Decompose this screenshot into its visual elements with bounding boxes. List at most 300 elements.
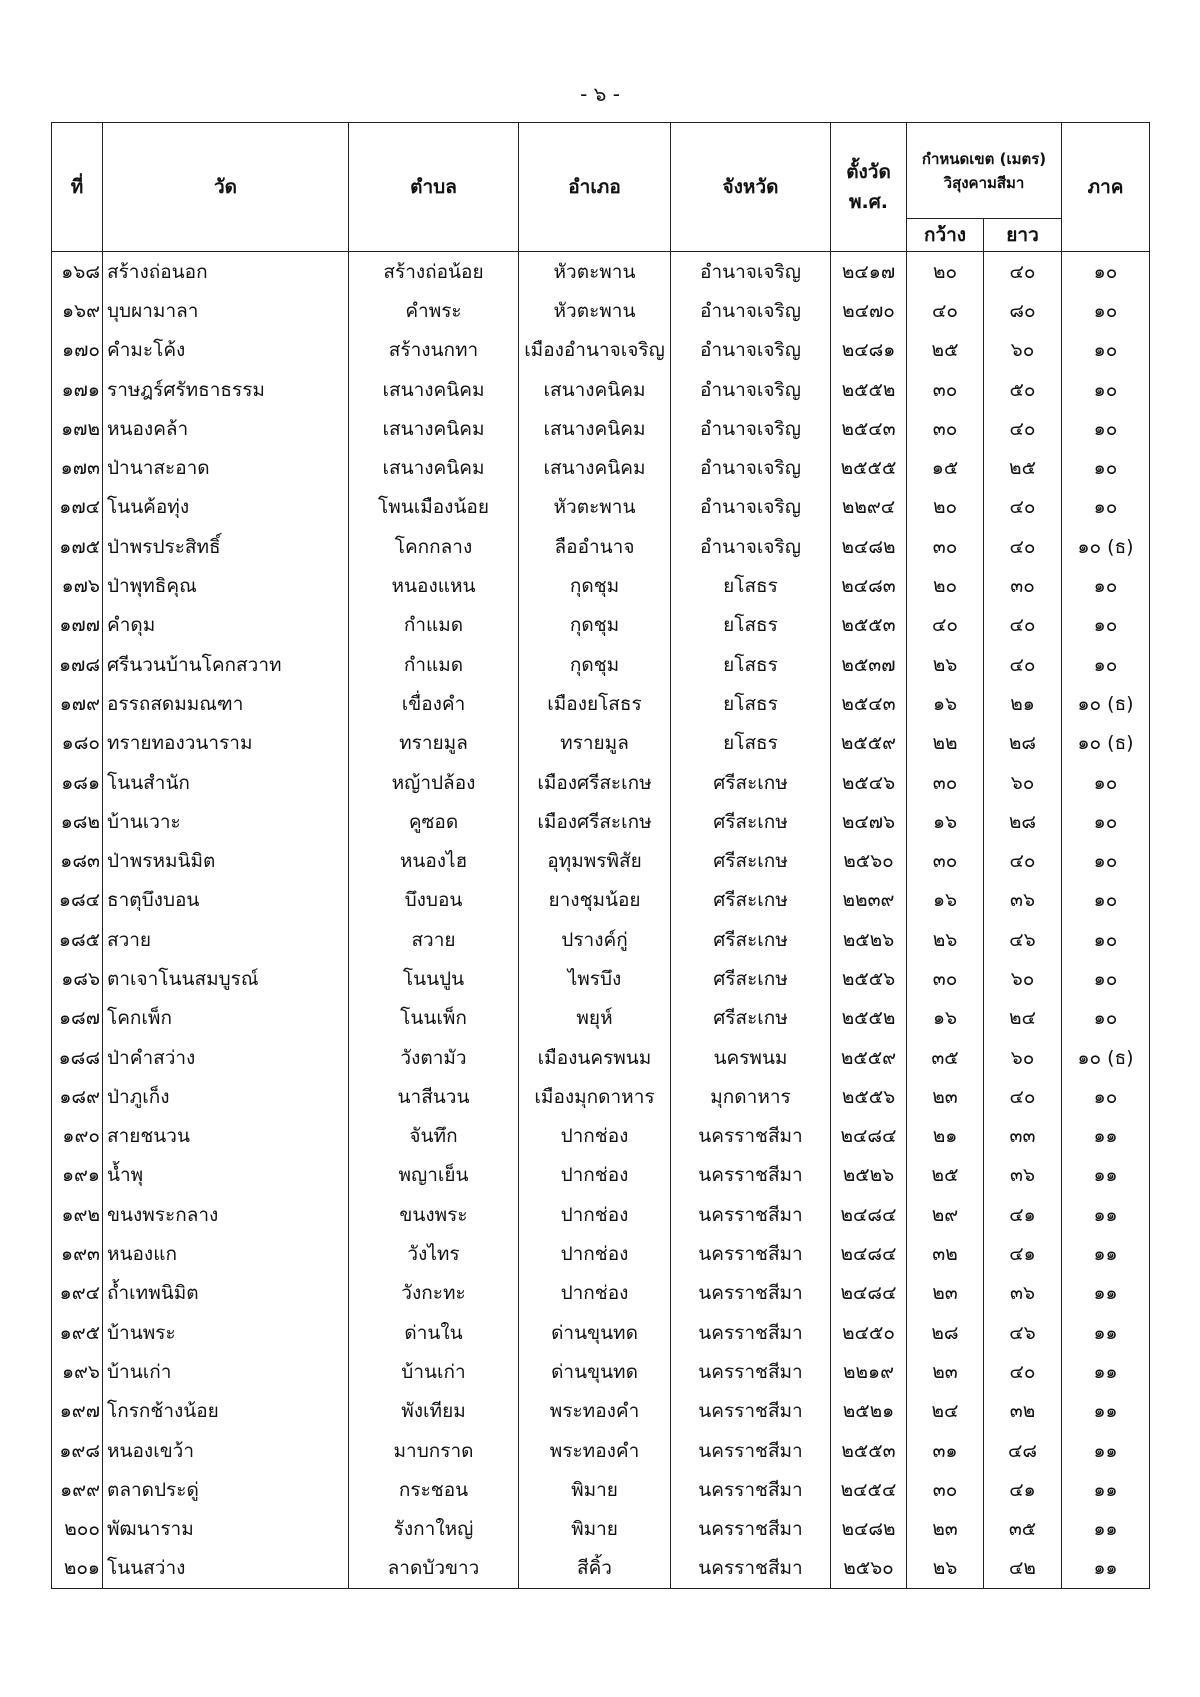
cell-founded: ๒๕๕๓ bbox=[831, 606, 907, 645]
cell-province: อำนาจเจริญ bbox=[671, 252, 831, 292]
cell-wat: ทรายทองวนาราม bbox=[103, 724, 349, 763]
cell-tambon: พังเทียม bbox=[349, 1392, 519, 1431]
cell-wat: โนนค้อทุ่ง bbox=[103, 488, 349, 527]
cell-tambon: โนนเพ็ก bbox=[349, 999, 519, 1038]
header-amphoe: อำเภอ bbox=[519, 123, 671, 252]
cell-region: ๑๑ bbox=[1062, 1549, 1150, 1589]
cell-province: นครราชสีมา bbox=[671, 1431, 831, 1470]
cell-length: ๘๐ bbox=[984, 291, 1062, 330]
cell-region: ๑๐ bbox=[1062, 606, 1150, 645]
cell-tambon: เสนางคนิคม bbox=[349, 409, 519, 448]
header-founded-line2: พ.ศ. bbox=[848, 191, 889, 213]
cell-length: ๔๐ bbox=[984, 1352, 1062, 1391]
cell-province: ยโสธร bbox=[671, 724, 831, 763]
cell-founded: ๒๕๖๐ bbox=[831, 841, 907, 880]
header-region: ภาค bbox=[1062, 123, 1150, 252]
cell-wat: สายชนวน bbox=[103, 1117, 349, 1156]
cell-tambon: บึงบอน bbox=[349, 881, 519, 920]
cell-tambon: นาสีนวน bbox=[349, 1077, 519, 1116]
cell-wat: โคกเพ็ก bbox=[103, 999, 349, 1038]
cell-province: ศรีสะเกษ bbox=[671, 920, 831, 959]
cell-region: ๑๑ bbox=[1062, 1470, 1150, 1509]
cell-tambon: คูซอด bbox=[349, 802, 519, 841]
cell-no: ๑๗๕ bbox=[52, 527, 103, 566]
cell-region: ๑๐ bbox=[1062, 999, 1150, 1038]
cell-amphoe: ปากช่อง bbox=[519, 1156, 671, 1195]
cell-width: ๒๓ bbox=[907, 1274, 984, 1313]
cell-amphoe: ปรางค์กู่ bbox=[519, 920, 671, 959]
cell-no: ๑๙๑ bbox=[52, 1156, 103, 1195]
cell-region: ๑๐ bbox=[1062, 841, 1150, 880]
cell-region: ๑๐ bbox=[1062, 566, 1150, 605]
cell-length: ๔๐ bbox=[984, 252, 1062, 292]
cell-width: ๒๓ bbox=[907, 1077, 984, 1116]
cell-province: นครราชสีมา bbox=[671, 1274, 831, 1313]
cell-founded: ๒๔๘๑ bbox=[831, 331, 907, 370]
visungkhamasima-table bbox=[51, 122, 1150, 1589]
cell-no: ๑๙๓ bbox=[52, 1234, 103, 1273]
cell-amphoe: เสนางคนิคม bbox=[519, 370, 671, 409]
cell-province: นครราชสีมา bbox=[671, 1510, 831, 1549]
header-province: จังหวัด bbox=[671, 123, 831, 252]
table-row bbox=[52, 1549, 1150, 1589]
cell-wat: ป่าคำสว่าง bbox=[103, 1038, 349, 1077]
cell-founded: ๒๕๒๖ bbox=[831, 1156, 907, 1195]
cell-wat: โนนสว่าง bbox=[103, 1549, 349, 1589]
cell-wat: หนองเขว้า bbox=[103, 1431, 349, 1470]
cell-length: ๓๖ bbox=[984, 881, 1062, 920]
cell-region: ๑๑ bbox=[1062, 1313, 1150, 1352]
cell-width: ๔๐ bbox=[907, 606, 984, 645]
cell-amphoe: ทรายมูล bbox=[519, 724, 671, 763]
cell-wat: โกรกช้างน้อย bbox=[103, 1392, 349, 1431]
header-founded bbox=[831, 123, 907, 252]
header-no: ที่ bbox=[52, 123, 103, 252]
cell-tambon: หนองไฮ bbox=[349, 841, 519, 880]
cell-length: ๔๘ bbox=[984, 1431, 1062, 1470]
cell-length: ๔๑ bbox=[984, 1195, 1062, 1234]
cell-province: อำนาจเจริญ bbox=[671, 291, 831, 330]
cell-length: ๓๒ bbox=[984, 1392, 1062, 1431]
cell-tambon: โนนปูน bbox=[349, 959, 519, 998]
cell-tambon: สร้างนกทา bbox=[349, 331, 519, 370]
cell-tambon: โพนเมืองน้อย bbox=[349, 488, 519, 527]
cell-wat: ตาเจาโนนสมบูรณ์ bbox=[103, 959, 349, 998]
table-row bbox=[52, 606, 1150, 645]
cell-length: ๒๑ bbox=[984, 684, 1062, 723]
cell-region: ๑๑ bbox=[1062, 1392, 1150, 1431]
cell-founded: ๒๕๖๐ bbox=[831, 1549, 907, 1589]
cell-tambon: ทรายมูล bbox=[349, 724, 519, 763]
cell-wat: บุบผามาลา bbox=[103, 291, 349, 330]
cell-founded: ๒๕๕๙ bbox=[831, 1038, 907, 1077]
cell-length: ๒๕ bbox=[984, 448, 1062, 487]
cell-width: ๓๐ bbox=[907, 370, 984, 409]
cell-width: ๓๐ bbox=[907, 959, 984, 998]
cell-no: ๑๘๐ bbox=[52, 724, 103, 763]
cell-tambon: กำแมด bbox=[349, 645, 519, 684]
table-row bbox=[52, 1117, 1150, 1156]
cell-amphoe: ปากช่อง bbox=[519, 1274, 671, 1313]
table-row bbox=[52, 566, 1150, 605]
cell-tambon: จันทึก bbox=[349, 1117, 519, 1156]
table-row bbox=[52, 724, 1150, 763]
cell-region: ๑๐ bbox=[1062, 409, 1150, 448]
cell-region: ๑๐ bbox=[1062, 645, 1150, 684]
cell-no: ๑๘๓ bbox=[52, 841, 103, 880]
cell-length: ๔๐ bbox=[984, 645, 1062, 684]
cell-tambon: บ้านเก่า bbox=[349, 1352, 519, 1391]
cell-tambon: รังกาใหญ่ bbox=[349, 1510, 519, 1549]
cell-amphoe: ลืออำนาจ bbox=[519, 527, 671, 566]
table-row bbox=[52, 1510, 1150, 1549]
cell-wat: อรรถสดมมณฑา bbox=[103, 684, 349, 723]
cell-founded: ๒๕๕๒ bbox=[831, 370, 907, 409]
cell-no: ๑๘๖ bbox=[52, 959, 103, 998]
table-row bbox=[52, 684, 1150, 723]
cell-length: ๖๐ bbox=[984, 959, 1062, 998]
cell-wat: หนองแก bbox=[103, 1234, 349, 1273]
table-row bbox=[52, 645, 1150, 684]
cell-width: ๒๖ bbox=[907, 1549, 984, 1589]
cell-founded: ๒๕๕๓ bbox=[831, 1431, 907, 1470]
cell-wat: ถ้ำเทพนิมิต bbox=[103, 1274, 349, 1313]
cell-no: ๑๗๗ bbox=[52, 606, 103, 645]
cell-length: ๓๓ bbox=[984, 1117, 1062, 1156]
cell-no: ๑๘๔ bbox=[52, 881, 103, 920]
cell-tambon: สร้างถ่อน้อย bbox=[349, 252, 519, 292]
cell-tambon: วังตามัว bbox=[349, 1038, 519, 1077]
cell-wat: ศรีนวนบ้านโคกสวาท bbox=[103, 645, 349, 684]
cell-no: ๑๗๘ bbox=[52, 645, 103, 684]
table-row bbox=[52, 252, 1150, 292]
cell-width: ๒๙ bbox=[907, 1195, 984, 1234]
table-row bbox=[52, 527, 1150, 566]
table-row bbox=[52, 448, 1150, 487]
cell-length: ๔๖ bbox=[984, 920, 1062, 959]
cell-no: ๑๖๙ bbox=[52, 291, 103, 330]
cell-length: ๓๐ bbox=[984, 566, 1062, 605]
cell-province: อำนาจเจริญ bbox=[671, 488, 831, 527]
cell-founded: ๒๔๗๐ bbox=[831, 291, 907, 330]
table-row bbox=[52, 1038, 1150, 1077]
cell-amphoe: เมืองอำนาจเจริญ bbox=[519, 331, 671, 370]
cell-wat: น้ำพุ bbox=[103, 1156, 349, 1195]
cell-tambon: ลาดบัวขาว bbox=[349, 1549, 519, 1589]
cell-founded: ๒๕๔๓ bbox=[831, 409, 907, 448]
cell-founded: ๒๕๕๙ bbox=[831, 724, 907, 763]
cell-tambon: คำพระ bbox=[349, 291, 519, 330]
cell-no: ๑๗๙ bbox=[52, 684, 103, 723]
cell-no: ๑๖๘ bbox=[52, 252, 103, 292]
cell-width: ๒๕ bbox=[907, 331, 984, 370]
cell-width: ๑๕ bbox=[907, 448, 984, 487]
cell-amphoe: สีคิ้ว bbox=[519, 1549, 671, 1589]
cell-length: ๓๕ bbox=[984, 1510, 1062, 1549]
cell-amphoe: พิมาย bbox=[519, 1510, 671, 1549]
cell-province: อำนาจเจริญ bbox=[671, 448, 831, 487]
cell-tambon: ด่านใน bbox=[349, 1313, 519, 1352]
cell-tambon: สวาย bbox=[349, 920, 519, 959]
header-boundary-line2: วิสุงคามสีมา bbox=[943, 173, 1025, 192]
cell-width: ๒๐ bbox=[907, 252, 984, 292]
cell-region: ๑๐ bbox=[1062, 291, 1150, 330]
cell-width: ๒๑ bbox=[907, 1117, 984, 1156]
cell-founded: ๒๔๘๒ bbox=[831, 1510, 907, 1549]
cell-width: ๒๒ bbox=[907, 724, 984, 763]
cell-wat: คำมะโค้ง bbox=[103, 331, 349, 370]
cell-province: ยโสธร bbox=[671, 606, 831, 645]
cell-width: ๓๐ bbox=[907, 1470, 984, 1509]
cell-province: ยโสธร bbox=[671, 684, 831, 723]
cell-no: ๑๘๙ bbox=[52, 1077, 103, 1116]
cell-region: ๑๑ bbox=[1062, 1156, 1150, 1195]
page-number: - ๖ - bbox=[580, 82, 620, 106]
cell-width: ๓๐ bbox=[907, 409, 984, 448]
cell-width: ๒๓ bbox=[907, 1510, 984, 1549]
table-row bbox=[52, 881, 1150, 920]
cell-region: ๑๐ bbox=[1062, 1077, 1150, 1116]
cell-amphoe: เมืองนครพนม bbox=[519, 1038, 671, 1077]
cell-province: มุกดาหาร bbox=[671, 1077, 831, 1116]
cell-amphoe: พระทองคำ bbox=[519, 1431, 671, 1470]
cell-province: ศรีสะเกษ bbox=[671, 763, 831, 802]
table-body bbox=[52, 252, 1150, 1589]
cell-province: ศรีสะเกษ bbox=[671, 841, 831, 880]
cell-founded: ๒๕๓๗ bbox=[831, 645, 907, 684]
cell-tambon: หญ้าปล้อง bbox=[349, 763, 519, 802]
cell-region: ๑๐ (ธ) bbox=[1062, 527, 1150, 566]
cell-region: ๑๑ bbox=[1062, 1274, 1150, 1313]
cell-region: ๑๑ bbox=[1062, 1352, 1150, 1391]
cell-width: ๑๖ bbox=[907, 881, 984, 920]
header-width: กว้าง bbox=[907, 219, 984, 252]
cell-width: ๑๖ bbox=[907, 684, 984, 723]
cell-amphoe: เมืองยโสธร bbox=[519, 684, 671, 723]
cell-amphoe: กุดชุม bbox=[519, 606, 671, 645]
cell-width: ๒๘ bbox=[907, 1313, 984, 1352]
cell-region: ๑๐ (ธ) bbox=[1062, 724, 1150, 763]
table-row bbox=[52, 1156, 1150, 1195]
cell-no: ๑๙๖ bbox=[52, 1352, 103, 1391]
cell-width: ๒๖ bbox=[907, 645, 984, 684]
cell-wat: ป่าภูเก็ง bbox=[103, 1077, 349, 1116]
cell-tambon: มาบกราด bbox=[349, 1431, 519, 1470]
cell-region: ๑๐ bbox=[1062, 920, 1150, 959]
cell-width: ๒๕ bbox=[907, 1156, 984, 1195]
cell-length: ๔๐ bbox=[984, 488, 1062, 527]
cell-tambon: เขื่องคำ bbox=[349, 684, 519, 723]
header-founded-line1: ตั้งวัด bbox=[846, 161, 891, 183]
cell-province: อำนาจเจริญ bbox=[671, 331, 831, 370]
cell-length: ๔๐ bbox=[984, 1077, 1062, 1116]
cell-region: ๑๐ bbox=[1062, 802, 1150, 841]
cell-province: นครราชสีมา bbox=[671, 1470, 831, 1509]
cell-founded: ๒๔๘๔ bbox=[831, 1117, 907, 1156]
cell-no: ๑๗๒ bbox=[52, 409, 103, 448]
cell-province: นครราชสีมา bbox=[671, 1313, 831, 1352]
cell-width: ๑๖ bbox=[907, 999, 984, 1038]
cell-length: ๔๖ bbox=[984, 1313, 1062, 1352]
cell-province: นครราชสีมา bbox=[671, 1234, 831, 1273]
cell-length: ๕๐ bbox=[984, 370, 1062, 409]
table-row bbox=[52, 841, 1150, 880]
table-row bbox=[52, 1431, 1150, 1470]
cell-founded: ๒๕๕๖ bbox=[831, 959, 907, 998]
cell-founded: ๒๕๔๓ bbox=[831, 684, 907, 723]
cell-province: นครพนม bbox=[671, 1038, 831, 1077]
cell-width: ๒๐ bbox=[907, 488, 984, 527]
cell-width: ๓๐ bbox=[907, 527, 984, 566]
cell-length: ๖๐ bbox=[984, 331, 1062, 370]
cell-province: ศรีสะเกษ bbox=[671, 959, 831, 998]
cell-wat: บ้านพระ bbox=[103, 1313, 349, 1352]
cell-wat: สวาย bbox=[103, 920, 349, 959]
cell-amphoe: ด่านขุนทด bbox=[519, 1313, 671, 1352]
cell-length: ๓๖ bbox=[984, 1274, 1062, 1313]
table-row bbox=[52, 291, 1150, 330]
header-length: ยาว bbox=[984, 219, 1062, 252]
cell-founded: ๒๕๕๕ bbox=[831, 448, 907, 487]
cell-tambon: กำแมด bbox=[349, 606, 519, 645]
cell-wat: ขนงพระกลาง bbox=[103, 1195, 349, 1234]
cell-wat: ราษฎร์ศรัทธาธรรม bbox=[103, 370, 349, 409]
cell-amphoe: ปากช่อง bbox=[519, 1117, 671, 1156]
cell-no: ๑๘๘ bbox=[52, 1038, 103, 1077]
cell-no: ๒๐๑ bbox=[52, 1549, 103, 1589]
cell-width: ๓๕ bbox=[907, 1038, 984, 1077]
cell-founded: ๒๕๕๖ bbox=[831, 1077, 907, 1116]
cell-width: ๒๖ bbox=[907, 920, 984, 959]
table-row bbox=[52, 409, 1150, 448]
cell-no: ๑๙๕ bbox=[52, 1313, 103, 1352]
table-row bbox=[52, 1352, 1150, 1391]
cell-region: ๑๐ bbox=[1062, 763, 1150, 802]
cell-region: ๑๑ bbox=[1062, 1234, 1150, 1273]
cell-founded: ๒๕๔๖ bbox=[831, 763, 907, 802]
cell-founded: ๒๔๘๔ bbox=[831, 1274, 907, 1313]
cell-founded: ๒๔๕๔ bbox=[831, 1470, 907, 1509]
cell-province: นครราชสีมา bbox=[671, 1195, 831, 1234]
table-row bbox=[52, 763, 1150, 802]
cell-province: นครราชสีมา bbox=[671, 1549, 831, 1589]
cell-tambon: วังไทร bbox=[349, 1234, 519, 1273]
cell-wat: ตลาดประดู่ bbox=[103, 1470, 349, 1509]
cell-width: ๒๓ bbox=[907, 1352, 984, 1391]
cell-region: ๑๐ bbox=[1062, 331, 1150, 370]
cell-tambon: กระชอน bbox=[349, 1470, 519, 1509]
cell-width: ๓๐ bbox=[907, 841, 984, 880]
cell-amphoe: กุดชุม bbox=[519, 645, 671, 684]
cell-no: ๑๗๔ bbox=[52, 488, 103, 527]
cell-wat: ป่านาสะอาด bbox=[103, 448, 349, 487]
cell-no: ๑๘๑ bbox=[52, 763, 103, 802]
cell-founded: ๒๒๓๙ bbox=[831, 881, 907, 920]
cell-wat: สร้างถ่อนอก bbox=[103, 252, 349, 292]
header-wat: วัด bbox=[103, 123, 349, 252]
cell-amphoe: เมืองศรีสะเกษ bbox=[519, 763, 671, 802]
cell-amphoe: ยางชุมน้อย bbox=[519, 881, 671, 920]
cell-amphoe: ปากช่อง bbox=[519, 1195, 671, 1234]
cell-amphoe: เสนางคนิคม bbox=[519, 409, 671, 448]
cell-wat: คำดุม bbox=[103, 606, 349, 645]
table-row bbox=[52, 1195, 1150, 1234]
cell-length: ๒๘ bbox=[984, 802, 1062, 841]
cell-province: นครราชสีมา bbox=[671, 1392, 831, 1431]
table-row bbox=[52, 1274, 1150, 1313]
header-tambon: ตำบล bbox=[349, 123, 519, 252]
cell-no: ๑๗๐ bbox=[52, 331, 103, 370]
table-row bbox=[52, 802, 1150, 841]
cell-founded: ๒๔๕๐ bbox=[831, 1313, 907, 1352]
cell-founded: ๒๕๒๑ bbox=[831, 1392, 907, 1431]
cell-founded: ๒๕๒๖ bbox=[831, 920, 907, 959]
cell-amphoe: พิมาย bbox=[519, 1470, 671, 1509]
cell-wat: พัฒนาราม bbox=[103, 1510, 349, 1549]
cell-amphoe: ไพรบึง bbox=[519, 959, 671, 998]
cell-province: อำนาจเจริญ bbox=[671, 370, 831, 409]
cell-amphoe: ปากช่อง bbox=[519, 1234, 671, 1273]
cell-length: ๖๐ bbox=[984, 1038, 1062, 1077]
cell-length: ๔๒ bbox=[984, 1549, 1062, 1589]
cell-no: ๑๘๕ bbox=[52, 920, 103, 959]
cell-tambon: โคกกลาง bbox=[349, 527, 519, 566]
header-boundary-line1: กำหนดเขต (เมตร) bbox=[921, 149, 1047, 168]
cell-no: ๑๗๑ bbox=[52, 370, 103, 409]
table-row bbox=[52, 1077, 1150, 1116]
cell-region: ๑๐ bbox=[1062, 448, 1150, 487]
cell-length: ๔๐ bbox=[984, 841, 1062, 880]
header-boundary bbox=[907, 123, 1062, 219]
cell-length: ๔๑ bbox=[984, 1470, 1062, 1509]
cell-founded: ๒๔๘๔ bbox=[831, 1195, 907, 1234]
cell-no: ๑๙๒ bbox=[52, 1195, 103, 1234]
cell-width: ๓๑ bbox=[907, 1431, 984, 1470]
cell-province: ศรีสะเกษ bbox=[671, 802, 831, 841]
cell-founded: ๒๔๘๓ bbox=[831, 566, 907, 605]
table-row bbox=[52, 370, 1150, 409]
cell-province: ยโสธร bbox=[671, 645, 831, 684]
table-row bbox=[52, 488, 1150, 527]
cell-province: นครราชสีมา bbox=[671, 1156, 831, 1195]
cell-region: ๑๑ bbox=[1062, 1510, 1150, 1549]
cell-province: ยโสธร bbox=[671, 566, 831, 605]
cell-founded: ๒๔๗๖ bbox=[831, 802, 907, 841]
cell-founded: ๒๔๘๒ bbox=[831, 527, 907, 566]
cell-no: ๑๘๒ bbox=[52, 802, 103, 841]
cell-length: ๔๐ bbox=[984, 606, 1062, 645]
cell-region: ๑๐ bbox=[1062, 881, 1150, 920]
cell-no: ๑๘๗ bbox=[52, 999, 103, 1038]
cell-region: ๑๑ bbox=[1062, 1195, 1150, 1234]
cell-founded: ๒๒๑๙ bbox=[831, 1352, 907, 1391]
cell-region: ๑๐ bbox=[1062, 252, 1150, 292]
cell-length: ๒๘ bbox=[984, 724, 1062, 763]
cell-length: ๓๖ bbox=[984, 1156, 1062, 1195]
cell-width: ๔๐ bbox=[907, 291, 984, 330]
cell-no: ๑๙๔ bbox=[52, 1274, 103, 1313]
cell-wat: ป่าพรหมนิมิต bbox=[103, 841, 349, 880]
cell-region: ๑๐ bbox=[1062, 370, 1150, 409]
cell-tambon: ขนงพระ bbox=[349, 1195, 519, 1234]
table-row bbox=[52, 1470, 1150, 1509]
cell-wat: บ้านเวาะ bbox=[103, 802, 349, 841]
cell-founded: ๒๔๘๔ bbox=[831, 1234, 907, 1273]
cell-width: ๓๐ bbox=[907, 763, 984, 802]
cell-province: นครราชสีมา bbox=[671, 1117, 831, 1156]
table-row bbox=[52, 1392, 1150, 1431]
cell-tambon: หนองแหน bbox=[349, 566, 519, 605]
